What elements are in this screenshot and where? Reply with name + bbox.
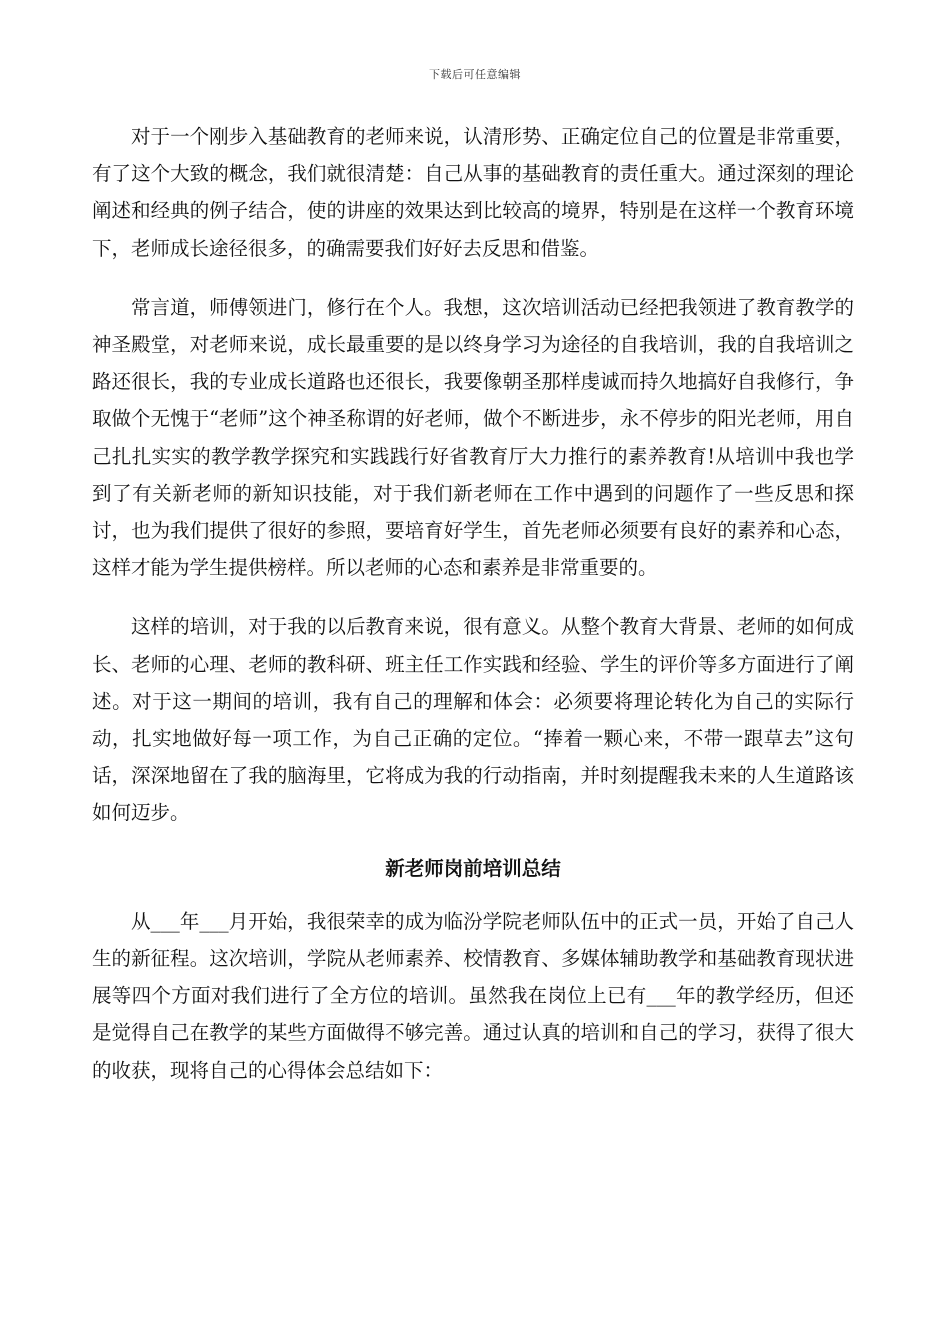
paragraph-spacer bbox=[92, 267, 854, 289]
page-header: 下载后可任意编辑 bbox=[429, 68, 521, 81]
section-paragraph: 从___年___月开始，我很荣幸的成为临汾学院老师队伍中的正式一员，开始了自己人生的新征程。这次培训，学院从老师素养、校情教育、多媒体辅助教学和基础教育现状进展等四个方面对我们进行了全方位的培训。虽然我在岗位上已有___年的教学经历，但还是觉得自己在教学的某些方面做得不够完善。通过认真的培训和自己的学习，获得了很大的收获，现将自己的心得体会总结如下： bbox=[92, 909, 854, 1082]
body-paragraph-3: 这样的培训，对于我的以后教育来说，很有意义。从整个教育大背景、老师的如何成长、老师的心理、老师的教科研、班主任工作实践和经验、学生的评价等多方面进行了阐述。对于这一期间的培训，我有自己的理解和体会：必须要将理论转化为自己的实际行动，扎实地做好每一项工作，为自己正确的定位。“捧着一颗心来，不带一跟草去”这句话，深深地留在了我的脑海里，它将成为我的行动指南，并时刻提醒我未来的人生道路该如何迈步。 bbox=[92, 615, 854, 825]
section-title: 新老师岗前培训总结 bbox=[385, 856, 561, 880]
body-paragraph-2: 常言道，师傅领进门，修行在个人。我想，这次培训活动已经把我领进了教育教学的神圣殿堂，对老师来说，成长最重要的是以终身学习为途径的自我培训，我的自我培训之路还很长，我的专业成长道路也还很长，我要像朝圣那样虔诚而持久地搞好自我修行，争取做个无愧于“老师”这个神圣称谓的好老师，做个不断进步，永不停步的阳光老师，用自己扎扎实实的教学教学探究和实践践行好省教育厅大力推行的素养教育!从培训中我也学到了有关新老师的新知识技能，对于我们新老师在工作中遇到的问题作了一些反思和探讨，也为我们提供了很好的参照，要培育好学生，首先老师必须要有良好的素养和心态，这样才能为学生提供榜样。所以老师的心态和素养是非常重要的。 bbox=[92, 295, 854, 580]
paragraph-spacer bbox=[92, 586, 854, 608]
body-paragraph-1: 对于一个刚步入基础教育的老师来说，认清形势、正确定位自己的位置是非常重要，有了这个大致的概念，我们就很清楚：自己从事的基础教育的责任重大。通过深刻的理论阐述和经典的例子结合，使的讲座的效果达到比较高的境界，特别是在这样一个教育环境下，老师成长途径很多，的确需要我们好好去反思和借鉴。 bbox=[92, 125, 854, 260]
document-body bbox=[92, 118, 854, 1089]
heading-spacer bbox=[92, 887, 854, 903]
heading-spacer bbox=[92, 832, 854, 850]
